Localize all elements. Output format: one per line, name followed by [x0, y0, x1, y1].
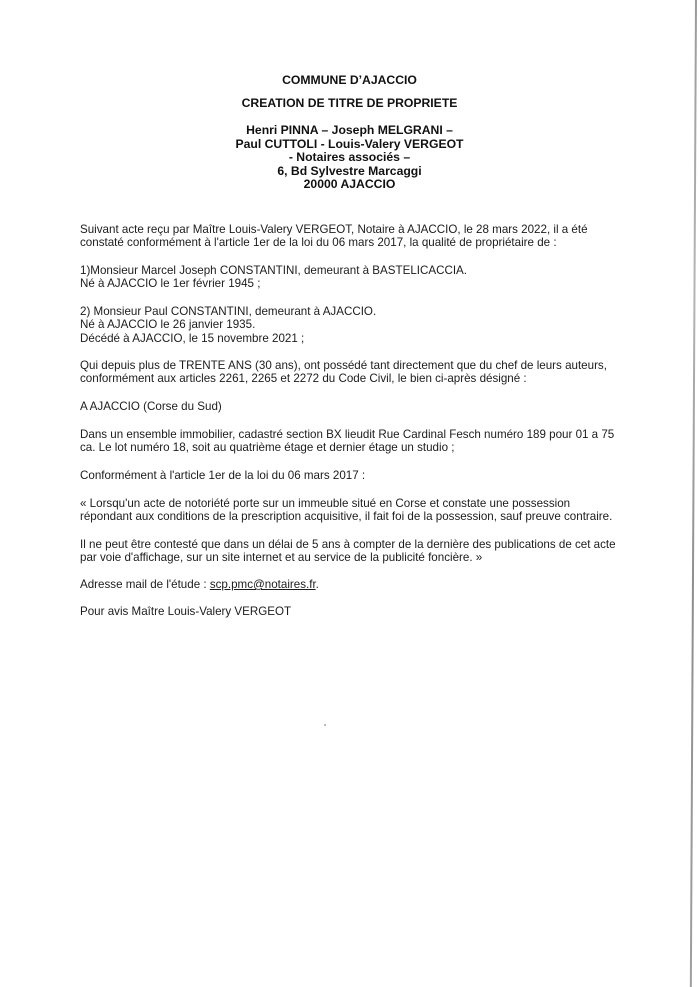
- quote-paragraph-1: [80, 497, 640, 524]
- paragraph-line: Conformément à l'article 1er de la loi du 06 mars 2017 :: [80, 469, 366, 482]
- title-text: CREATION DE TITRE DE PROPRIETE: [241, 96, 458, 110]
- owner-2-paragraph: [80, 305, 640, 345]
- paragraph-line: Né à AJACCIO le 1er février 1945 ;: [80, 277, 261, 291]
- paragraph-line: 2) Monsieur Paul CONSTANTINI, demeurant à AJACCIO.: [80, 305, 377, 318]
- notaries-line: Paul CUTTOLI - Louis-Valery VERGEOT: [235, 136, 464, 151]
- notaries-line: - Notaires associés –: [288, 150, 411, 164]
- paragraph-line: Dans un ensemble immobilier, cadastré section BX lieudit Rue Cardinal Fesch numéro 189 pour 01 a 75: [80, 428, 615, 441]
- property-paragraph: [80, 428, 640, 455]
- paragraph-line: par voie d'affichage, sur un site internet et au service de la publicité foncière. »: [80, 551, 483, 565]
- email-line: [80, 578, 640, 591]
- paragraph-line: 1)Monsieur Marcel Joseph CONSTANTINI, demeurant à BASTELICACCIA.: [80, 264, 468, 277]
- law-reference-paragraph: [80, 469, 640, 482]
- paragraph-line: constaté conformément à l'article 1er de la loi du 06 mars 2017, la qualité de propriétaire de :: [80, 236, 557, 250]
- paragraph-line: conformément aux articles 2261, 2265 et 2272 du Code Civil, le bien ci-après désigné :: [80, 372, 527, 386]
- intro-paragraph: [80, 223, 640, 250]
- paragraph-line: répondant aux conditions de la prescription acquisitive, il fait foi de la possession, sauf preuve contraire.: [80, 510, 613, 524]
- email-suffix: .: [315, 578, 319, 591]
- signature-paragraph: [80, 605, 640, 618]
- email-paragraph: [80, 578, 640, 591]
- possession-paragraph: [80, 359, 640, 386]
- commune-name: COMMUNE D’AJACCIO: [282, 73, 417, 87]
- location-paragraph: [80, 400, 640, 413]
- notaries-line: Henri PINNA – Joseph MELGRANI –: [246, 123, 453, 137]
- paragraph-line: Suivant acte reçu par Maître Louis-Valery VERGEOT, Notaire à AJACCIO, le 28 mars 2022, il a été: [80, 223, 588, 236]
- notaries-address: 6, Bd Sylvestre Marcaggi: [277, 163, 422, 178]
- paragraph-line: Qui depuis plus de TRENTE ANS (30 ans), ont possédé tant directement que du chef de leurs auteurs,: [80, 359, 607, 372]
- quote-paragraph-2: [80, 538, 640, 565]
- notaries-city: 20000 AJACCIO: [303, 177, 396, 191]
- email-link[interactable]: scp.pmc@notaires.fr: [209, 578, 316, 591]
- commune-heading: [0, 74, 699, 88]
- paragraph-line: « Lorsqu'un acte de notoriété porte sur un immeuble situé en Corse et constate une possession: [80, 497, 571, 510]
- document-title: [0, 97, 699, 111]
- owner-1-paragraph: [80, 264, 640, 291]
- signature-line: Pour avis Maître Louis-Valery VERGEOT: [80, 605, 292, 618]
- paragraph-line: Né à AJACCIO le 26 janvier 1935.: [80, 318, 256, 332]
- paragraph-line: A AJACCIO (Corse du Sud): [80, 400, 222, 413]
- paragraph-line: Décédé à AJACCIO, le 15 novembre 2021 ;: [80, 331, 305, 345]
- scan-artifact-dot: [324, 724, 326, 726]
- notaries-block: [0, 124, 699, 192]
- paragraph-line: Il ne peut être contesté que dans un délai de 5 ans à compter de la dernière des publications de cet acte: [80, 538, 616, 551]
- email-label: Adresse mail de l'étude :: [80, 578, 210, 591]
- paragraph-line: ca. Le lot numéro 18, soit au quatrième étage et dernier étage un studio ;: [80, 441, 455, 455]
